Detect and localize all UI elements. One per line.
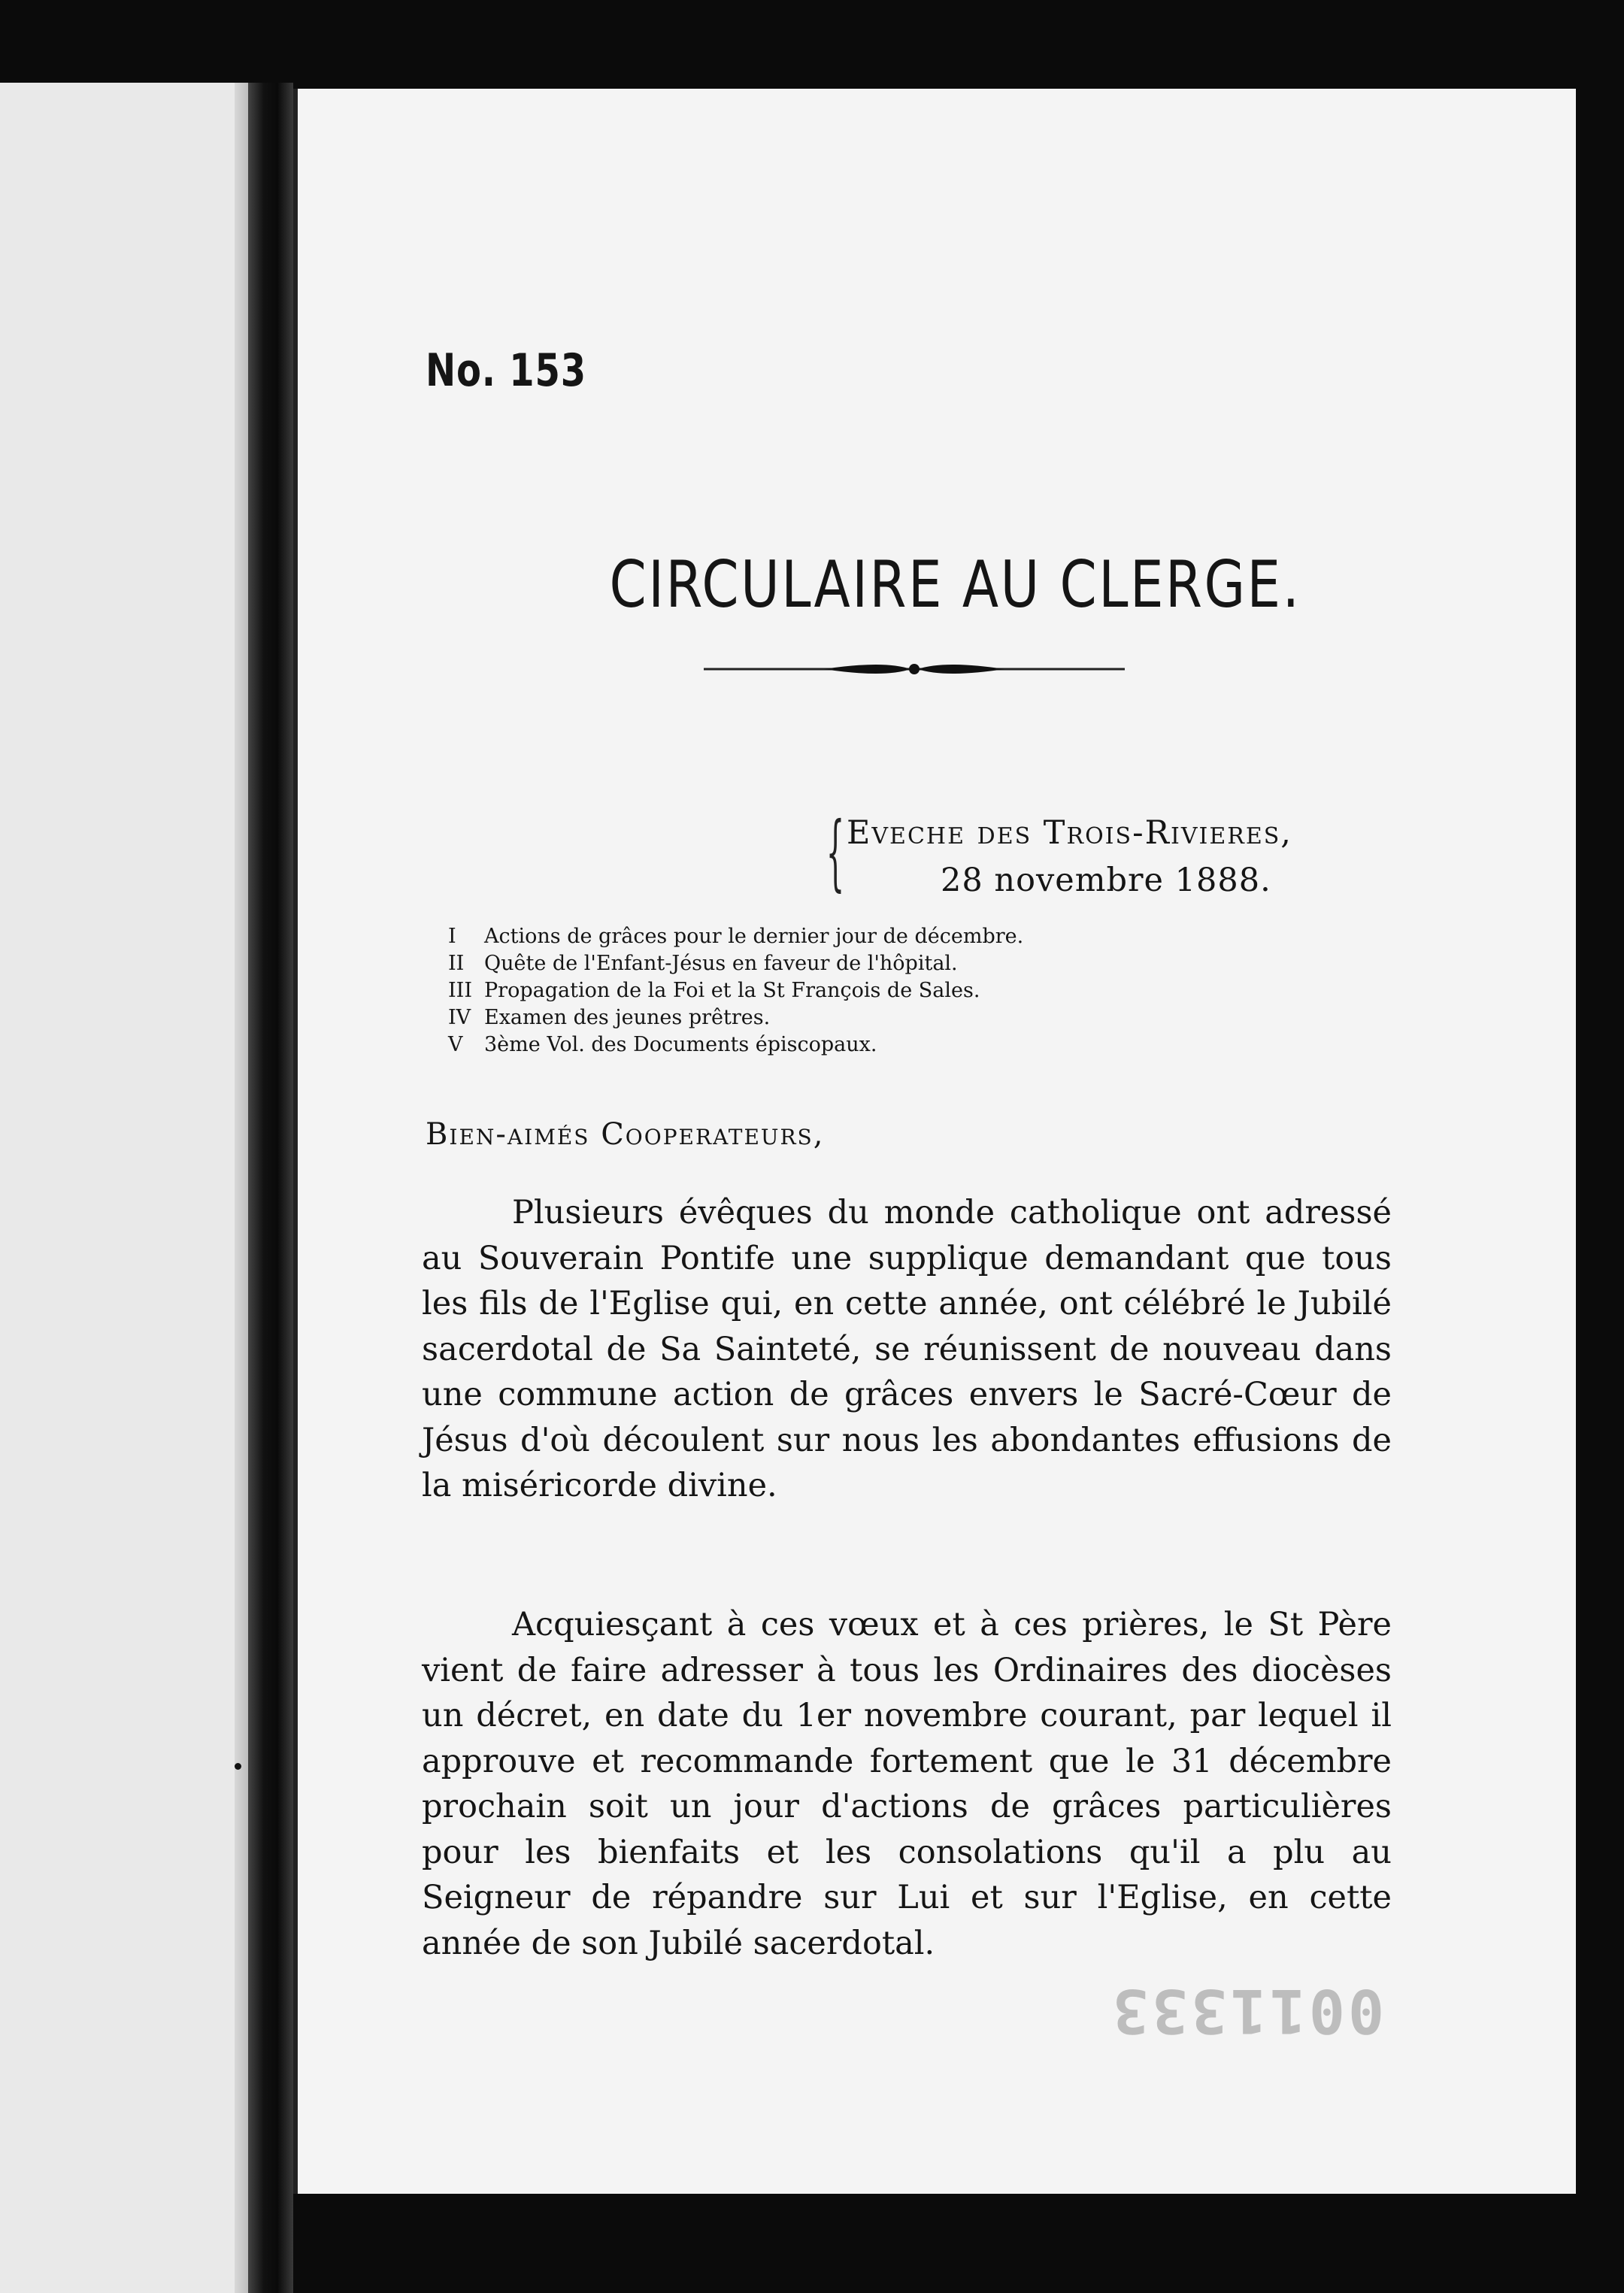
page-title: CIRCULAIRE AU CLERGE. (609, 547, 1301, 622)
toc-number: I (448, 925, 456, 948)
toc-text: Quête de l'Enfant-Jésus en faveur de l'hôpital. (484, 952, 958, 975)
paragraph-text: Acquiesçant à ces vœux et à ces prières, le St Père vient de faire adresser à tous les Ordinaires des diocèses un décret, en date du 1er novembre courant, par lequel il approuve et recommande fortement que le 31 décembre prochain soit un jour d'actions de grâces particulières pour les bienfaits et les consolations qu'il a plu au Seigneur de répandre sur Lui et sur l'Eglise, en cette année de son Jubilé sacerdotal. (422, 1606, 1392, 1962)
book-spine (248, 83, 293, 2293)
toc-number: III (448, 979, 472, 1002)
facing-page (0, 83, 248, 2293)
toc-number: IV (448, 1006, 471, 1029)
toc-text: Examen des jeunes prêtres. (484, 1006, 771, 1029)
brace-mark: { (826, 804, 845, 900)
toc-number: V (448, 1033, 463, 1056)
toc-item (448, 1004, 1501, 1031)
see-location: Eveche des Trois-Rivieres, (847, 814, 1292, 852)
toc-text: Propagation de la Foi et la St François de Sales. (484, 979, 980, 1002)
table-of-contents (448, 923, 1501, 1059)
toc-item (448, 950, 1501, 977)
margin-speck (235, 1763, 241, 1770)
document-number: No. 153 (426, 344, 586, 397)
microfilm-serial: 0011333 (1110, 1976, 1385, 2046)
toc-text: Actions de grâces pour le dernier jour de décembre. (484, 925, 1024, 948)
paragraph-text: Plusieurs évêques du monde catholique ont adressé au Souverain Pontife une supplique demandant que tous les fils de l'Eglise qui, en cette année, ont célébré le Jubilé sacerdotal de Sa Sainteté, se réunissent de nouveau dans une commune action de grâces envers le Sacré-Cœur de Jésus d'où découlent sur nous les abondantes effusions de la miséricorde divine. (422, 1194, 1392, 1504)
letter-date: 28 novembre 1888. (941, 862, 1271, 899)
page-fold (235, 83, 248, 2293)
body-paragraph-1 (422, 1190, 1392, 1509)
toc-item (448, 977, 1501, 1004)
body-paragraph-2 (422, 1602, 1392, 1966)
salutation: Bien-aimés Cooperateurs, (426, 1117, 825, 1152)
toc-item (448, 923, 1501, 950)
ornament-divider (704, 654, 1125, 684)
toc-number: II (448, 952, 465, 975)
document-page (293, 89, 1576, 2194)
toc-text: 3ème Vol. des Documents épiscopaux. (484, 1033, 877, 1056)
toc-item (448, 1031, 1501, 1059)
